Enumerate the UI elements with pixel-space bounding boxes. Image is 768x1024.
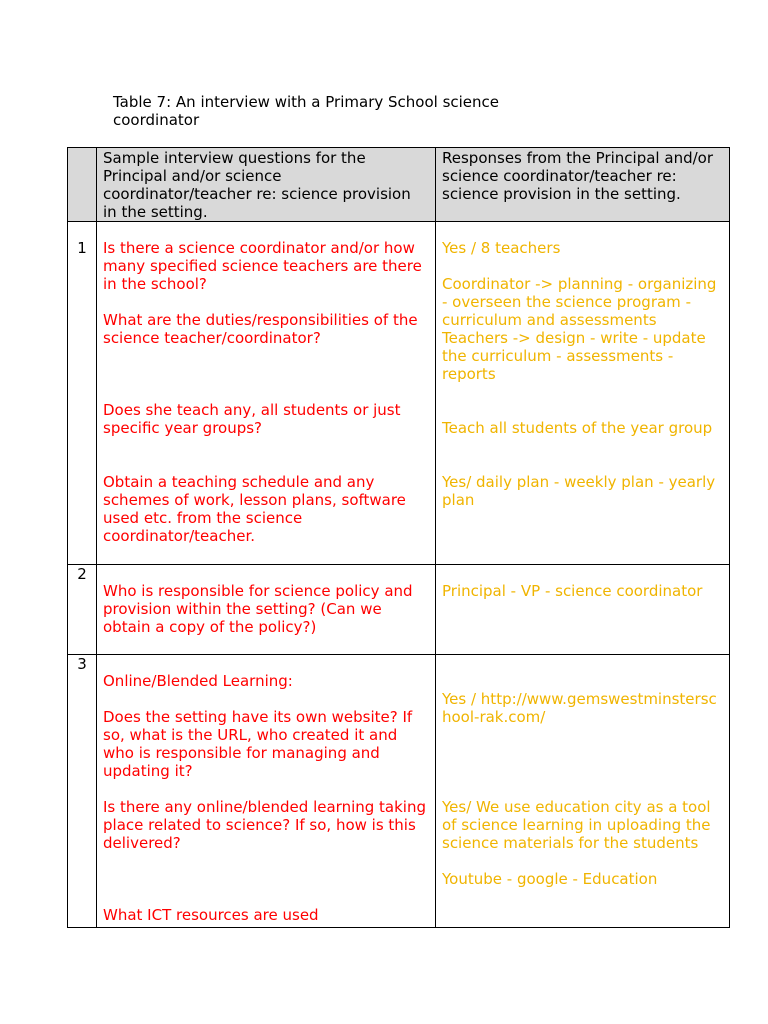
interview-table	[67, 147, 730, 928]
question-text: Is there a science coordinator and/or how many specified science teachers are there in the school?	[103, 239, 422, 293]
response-text: Teach all students of the year group	[442, 419, 713, 437]
row-number: 1	[77, 239, 87, 257]
table-header-row	[68, 148, 730, 222]
response-text: Coordinator -> planning - organizing - overseen the science program - curriculum and assessments	[442, 275, 717, 329]
table-row	[68, 222, 730, 565]
header-questions-text: Sample interview questions for the Principal and/or science coordinator/teacher re: science provision in the setting.	[103, 149, 411, 221]
response-text: Principal - VP - science coordinator	[442, 582, 703, 600]
row-number: 3	[77, 655, 87, 673]
question-text: Does she teach any, all students or just specific year groups?	[103, 401, 401, 437]
question-cell	[97, 565, 436, 655]
header-responses-text: Responses from the Principal and/or science coordinator/teacher re: science provision in the setting.	[442, 149, 713, 203]
question-text: What ICT resources are used	[103, 906, 319, 924]
question-text: Does the setting have its own website? If so, what is the URL, who created it and who is responsible for managing and updating it?	[103, 708, 413, 780]
question-text: Obtain a teaching schedule and any schemes of work, lesson plans, software used etc. from the science coordinator/teacher.	[103, 473, 406, 545]
header-responses-cell	[436, 148, 730, 222]
question-cell	[97, 222, 436, 565]
question-text: Is there any online/blended learning taking place related to science? If so, how is this delivered?	[103, 798, 426, 852]
response-text: Yes/ daily plan - weekly plan - yearly plan	[442, 473, 716, 509]
response-cell	[436, 655, 730, 928]
question-cell	[97, 655, 436, 928]
question-text: Who is responsible for science policy and provision within the setting? (Can we obtain a copy of the policy?)	[103, 582, 413, 636]
table-row	[68, 655, 730, 928]
row-number: 2	[77, 565, 87, 583]
response-cell	[436, 565, 730, 655]
row-number-cell	[68, 655, 97, 928]
question-text: Online/Blended Learning:	[103, 672, 293, 690]
response-cell	[436, 222, 730, 565]
response-text: Yes / http://www.gemswestminstersc hool-rak.com/	[442, 690, 717, 726]
response-text: Yes / 8 teachers	[442, 239, 561, 257]
question-text: What are the duties/responsibilities of the science teacher/coordinator?	[103, 311, 418, 347]
response-text: Teachers -> design - write - update the curriculum - assessments - reports	[442, 329, 706, 383]
response-text: Youtube - google - Education	[442, 870, 658, 888]
row-number-cell	[68, 222, 97, 565]
header-number-cell	[68, 148, 97, 222]
table-row	[68, 565, 730, 655]
table-caption: Table 7: An interview with a Primary School science coordinator	[113, 93, 500, 129]
row-number-cell	[68, 565, 97, 655]
header-questions-cell	[97, 148, 436, 222]
response-text: Yes/ We use education city as a tool of science learning in uploading the science materials for the students	[442, 798, 711, 852]
